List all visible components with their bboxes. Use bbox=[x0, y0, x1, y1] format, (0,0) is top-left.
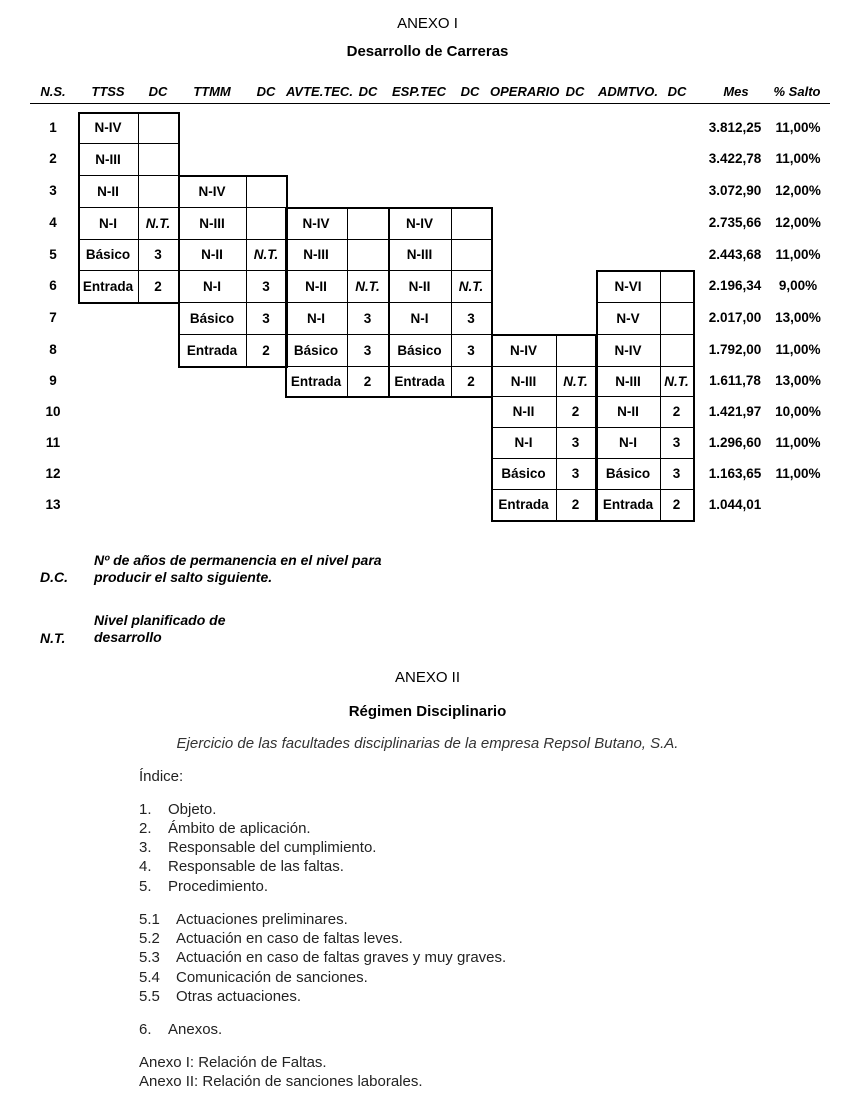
dc-cell-ttss bbox=[138, 175, 178, 207]
index-item-number: 2. bbox=[139, 820, 152, 837]
level-cell-ttmm: N-II bbox=[201, 247, 223, 262]
salto-cell: 10,00% bbox=[775, 403, 821, 419]
legend-nt-key: N.T. bbox=[40, 630, 66, 646]
annex-2-subtitle: Régimen Disciplinario bbox=[348, 703, 507, 720]
header-dc-ttss: DC bbox=[148, 84, 168, 99]
level-cell-esp: N-III bbox=[406, 247, 433, 262]
ns-cell: 3 bbox=[49, 183, 57, 198]
dc-cell-ttmm: 3 bbox=[262, 278, 270, 294]
ns-cell: 9 bbox=[49, 373, 57, 388]
salto-cell: 11,00% bbox=[775, 465, 821, 481]
index-item-text: Actuaciones preliminares. bbox=[176, 911, 348, 928]
mes-cell: 1.296,60 bbox=[708, 434, 762, 450]
index-item bbox=[139, 801, 216, 818]
level-cell-operario: Básico bbox=[501, 466, 546, 481]
dc-cell-operario: N.T. bbox=[563, 373, 588, 389]
salto-cell: 9,00% bbox=[778, 278, 818, 293]
dc-cell-avte bbox=[347, 207, 388, 239]
level-cell-avte: N-III bbox=[303, 247, 329, 262]
mes-cell: 3.812,25 bbox=[708, 119, 762, 135]
table-border bbox=[388, 396, 491, 398]
index-item bbox=[139, 988, 301, 1005]
mes-cell: 1.611,78 bbox=[709, 373, 761, 388]
dc-cell-esp: 3 bbox=[467, 342, 475, 358]
ns-cell: 4 bbox=[49, 215, 57, 230]
mes-cell: 1.044,01 bbox=[708, 496, 762, 512]
level-cell-ttmm: Entrada bbox=[186, 342, 238, 358]
dc-cell-ttss: 2 bbox=[154, 278, 162, 294]
dc-cell-esp bbox=[451, 239, 491, 270]
index-item bbox=[139, 1021, 222, 1038]
dc-cell-avte: N.T. bbox=[355, 278, 380, 294]
mes-cell: 2.443,68 bbox=[708, 246, 762, 262]
index-item-text: Actuación en caso de faltas graves y muy graves. bbox=[176, 949, 507, 966]
dc-cell-esp: N.T. bbox=[458, 278, 484, 294]
header-dc-esp: DC bbox=[460, 84, 480, 99]
mes-cell: 2.017,00 bbox=[708, 310, 762, 325]
salto-cell: 12,00% bbox=[775, 183, 821, 198]
level-cell-admtvo: N-III bbox=[615, 373, 641, 389]
annex-2-intro: Ejercicio de las facultades disciplinarias de la empresa Repsol Butano, S.A. bbox=[176, 735, 679, 752]
index-item-number: 5.1 bbox=[139, 911, 160, 928]
level-cell-avte: N-II bbox=[305, 278, 327, 294]
mes-cell: 3.422,78 bbox=[708, 151, 762, 166]
ns-cell: 12 bbox=[45, 465, 61, 481]
dc-cell-avte bbox=[347, 239, 388, 270]
index-item-text: Otras actuaciones. bbox=[176, 988, 302, 1005]
legend-nt-line-2: desarrollo bbox=[94, 629, 162, 645]
level-cell-esp: N-II bbox=[408, 278, 431, 294]
header-operario: OPERARIO bbox=[490, 84, 560, 99]
table-border bbox=[178, 366, 286, 368]
level-cell-operario: N-I bbox=[514, 435, 533, 450]
level-cell-ttss: Básico bbox=[85, 247, 131, 262]
dc-cell-ttmm bbox=[246, 207, 286, 239]
index-item bbox=[139, 930, 403, 947]
annex-list-item: Anexo I: Relación de Faltas. bbox=[139, 1054, 327, 1071]
level-cell-ttmm: Básico bbox=[189, 310, 235, 326]
dc-cell-operario: 3 bbox=[571, 466, 580, 481]
ns-cell: 10 bbox=[45, 403, 61, 419]
index-item-number: 5.5 bbox=[139, 988, 160, 1005]
legend-dc-key: D.C. bbox=[40, 569, 68, 585]
ns-cell: 5 bbox=[49, 246, 57, 262]
annex-1-title: ANEXO I bbox=[397, 15, 458, 32]
level-cell-admtvo: N-II bbox=[617, 404, 639, 419]
table-border bbox=[491, 520, 595, 522]
dc-cell-avte: 3 bbox=[363, 342, 372, 358]
header-dc-avte: DC bbox=[358, 84, 378, 99]
ns-cell: 13 bbox=[45, 496, 61, 512]
table-border bbox=[285, 396, 388, 398]
index-item-number: 1. bbox=[139, 801, 152, 818]
annex-list-item: Anexo II: Relación de sanciones laborales. bbox=[139, 1073, 423, 1090]
level-cell-esp: N-I bbox=[410, 310, 429, 326]
level-cell-operario: Entrada bbox=[498, 497, 549, 512]
level-cell-operario: N-III bbox=[510, 373, 537, 389]
ns-cell: 2 bbox=[49, 151, 57, 166]
index-item-number: 5.3 bbox=[139, 949, 160, 966]
mes-cell: 2.735,66 bbox=[708, 215, 762, 230]
level-cell-operario: N-II bbox=[512, 404, 535, 419]
level-cell-admtvo: Básico bbox=[605, 466, 651, 481]
dc-cell-admtvo: N.T. bbox=[664, 373, 689, 389]
index-item bbox=[139, 969, 368, 986]
index-item bbox=[139, 820, 311, 837]
level-cell-admtvo: Entrada bbox=[602, 497, 654, 512]
level-cell-operario: N-IV bbox=[510, 342, 537, 358]
dc-cell-esp: 3 bbox=[467, 310, 475, 326]
dc-cell-ttss bbox=[138, 112, 178, 143]
legend-dc-text bbox=[94, 552, 382, 586]
level-cell-ttss: N-III bbox=[95, 151, 121, 167]
index-item bbox=[139, 911, 348, 928]
ns-cell: 1 bbox=[49, 119, 57, 135]
level-cell-avte: Entrada bbox=[290, 373, 342, 389]
ns-cell: 6 bbox=[49, 278, 57, 293]
legend-dc-line-2: producir el salto siguiente. bbox=[94, 569, 273, 585]
header-avte: AVTE.TEC. bbox=[286, 84, 353, 99]
level-cell-admtvo: N-V bbox=[616, 310, 640, 326]
header-ttss: TTSS bbox=[91, 84, 125, 99]
dc-cell-ttss: N.T. bbox=[145, 215, 171, 231]
index-item-text: Procedimiento. bbox=[168, 878, 269, 895]
legend-dc-line-1: Nº de años de permanencia en el nivel para bbox=[94, 552, 382, 568]
header-ns: N.S. bbox=[40, 84, 66, 99]
level-cell-admtvo: N-VI bbox=[614, 278, 642, 294]
dc-cell-operario: 2 bbox=[571, 497, 580, 512]
ns-cell: 11 bbox=[45, 434, 61, 450]
header-dc-operario: DC bbox=[565, 84, 585, 99]
mes-cell: 1.163,65 bbox=[708, 465, 762, 481]
index-item-text: Actuación en caso de faltas leves. bbox=[176, 930, 403, 947]
index-item-number: 6. bbox=[139, 1021, 152, 1038]
dc-cell-ttmm: 3 bbox=[262, 310, 270, 326]
index-item-number: 5.2 bbox=[139, 930, 160, 947]
salto-cell: 11,00% bbox=[775, 342, 821, 357]
dc-cell-avte: 3 bbox=[363, 310, 372, 326]
header-salto: % Salto bbox=[773, 84, 821, 99]
salto-cell: 11,00% bbox=[775, 246, 821, 262]
dc-cell-operario: 3 bbox=[571, 435, 580, 450]
index-item bbox=[139, 858, 344, 875]
salto-cell: 12,00% bbox=[775, 215, 821, 230]
legend-nt-text bbox=[94, 612, 225, 646]
level-cell-ttmm: N-III bbox=[199, 215, 225, 231]
legend-nt-line-1: Nivel planificado de bbox=[94, 612, 226, 628]
dc-cell-admtvo bbox=[660, 302, 693, 334]
salto-cell: 11,00% bbox=[775, 434, 821, 450]
header-ttmm: TTMM bbox=[193, 84, 231, 99]
salto-cell: 13,00% bbox=[775, 373, 821, 388]
index-item-text: Ámbito de aplicación. bbox=[168, 820, 311, 837]
index-item bbox=[139, 949, 506, 966]
dc-cell-esp bbox=[451, 207, 491, 239]
level-cell-avte: N-I bbox=[307, 310, 325, 326]
index-item-number: 5.4 bbox=[139, 969, 160, 986]
dc-cell-ttmm: 2 bbox=[262, 342, 270, 358]
dc-cell-avte: 2 bbox=[363, 373, 372, 389]
level-cell-esp: Entrada bbox=[394, 373, 445, 389]
index-item-text: Anexos. bbox=[168, 1021, 223, 1038]
level-cell-ttmm: N-I bbox=[203, 278, 221, 294]
table-border bbox=[78, 302, 178, 304]
dc-cell-admtvo: 3 bbox=[672, 466, 681, 481]
mes-cell: 2.196,34 bbox=[708, 278, 762, 293]
level-cell-esp: Básico bbox=[397, 342, 442, 358]
index-item-text: Objeto. bbox=[168, 801, 217, 818]
level-cell-ttss: N-IV bbox=[94, 120, 122, 135]
index-item-text: Responsable de las faltas. bbox=[168, 858, 344, 875]
annex-2-title: ANEXO II bbox=[394, 669, 461, 686]
table-border bbox=[693, 270, 695, 522]
dc-cell-ttmm bbox=[246, 175, 286, 207]
header-dc-admtvo: DC bbox=[667, 84, 687, 99]
mes-cell: 1.792,00 bbox=[708, 342, 762, 357]
mes-cell: 3.072,90 bbox=[708, 183, 762, 198]
header-mes: Mes bbox=[723, 84, 749, 99]
level-cell-ttss: N-I bbox=[99, 215, 117, 231]
index-item-number: 3. bbox=[139, 839, 152, 856]
salto-cell: 11,00% bbox=[775, 151, 821, 166]
index-item-number: 4. bbox=[139, 858, 152, 875]
salto-cell: 11,00% bbox=[775, 119, 821, 135]
dc-cell-admtvo bbox=[660, 270, 693, 302]
header-admtvo: ADMTVO. bbox=[598, 84, 658, 99]
dc-cell-ttss: 3 bbox=[154, 247, 162, 262]
level-cell-avte: Básico bbox=[293, 342, 339, 358]
mes-cell: 1.421,97 bbox=[708, 403, 762, 419]
index-label: Índice: bbox=[139, 768, 184, 785]
dc-cell-admtvo: 2 bbox=[672, 404, 681, 419]
header-dc-ttmm: DC bbox=[256, 84, 276, 99]
dc-cell-ttmm: N.T. bbox=[253, 247, 279, 262]
index-item-text: Comunicación de sanciones. bbox=[176, 969, 368, 986]
index-item bbox=[139, 839, 376, 856]
annex-1-subtitle: Desarrollo de Carreras bbox=[346, 43, 509, 60]
level-cell-ttmm: N-IV bbox=[198, 183, 226, 199]
index-item-number: 5. bbox=[139, 878, 152, 895]
ns-cell: 8 bbox=[49, 342, 57, 357]
dc-cell-esp: 2 bbox=[467, 373, 475, 389]
dc-cell-operario: 2 bbox=[571, 404, 580, 419]
header-rule bbox=[30, 103, 830, 104]
dc-cell-admtvo: 2 bbox=[672, 497, 681, 512]
dc-cell-admtvo bbox=[660, 334, 693, 366]
level-cell-avte: N-IV bbox=[302, 215, 330, 231]
ns-cell: 7 bbox=[49, 310, 57, 325]
level-cell-admtvo: N-I bbox=[619, 435, 637, 450]
level-cell-ttss: Entrada bbox=[82, 278, 134, 294]
level-cell-esp: N-IV bbox=[406, 215, 433, 231]
dc-cell-ttss bbox=[138, 143, 178, 175]
salto-cell: 13,00% bbox=[775, 310, 821, 325]
level-cell-admtvo: N-IV bbox=[614, 342, 642, 358]
dc-cell-admtvo: 3 bbox=[672, 435, 681, 450]
table-border bbox=[596, 520, 693, 522]
header-esp: ESP.TEC bbox=[392, 84, 446, 99]
index-item bbox=[139, 878, 268, 895]
index-item-text: Responsable del cumplimiento. bbox=[168, 839, 377, 856]
dc-cell-operario bbox=[556, 334, 595, 366]
level-cell-ttss: N-II bbox=[97, 183, 119, 199]
